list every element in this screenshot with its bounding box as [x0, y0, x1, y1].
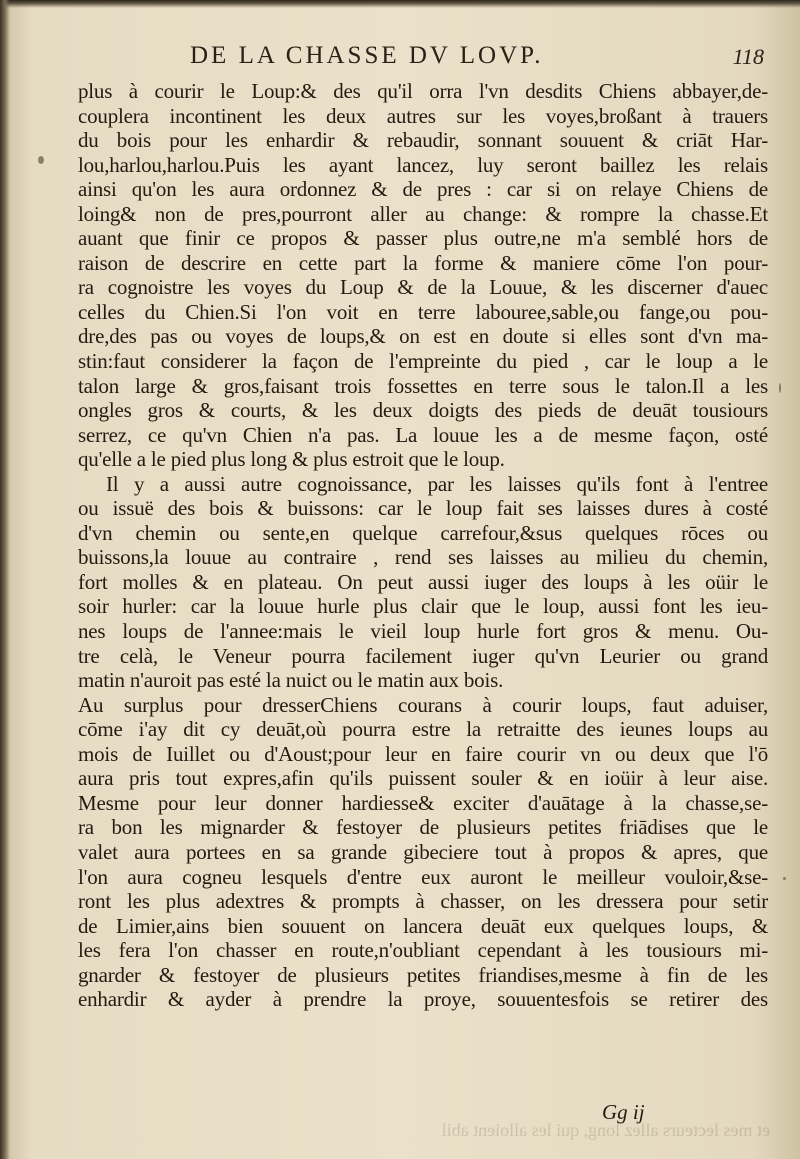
running-head: [0, 38, 800, 78]
text-line: ra cognoistre les voyes du Loup & de la Louue, & les discerner d'auec: [78, 275, 768, 300]
ink-spot: [38, 156, 44, 164]
text-line: lou,harlou,harlou.Puis les ayant lancez, luy seront baillez les relais: [78, 152, 768, 177]
text-line: auant que finir ce propos & passer plus outre,ne m'a semblé hors de: [78, 226, 768, 251]
running-title: DE LA CHASSE DV LOVP.: [190, 42, 544, 69]
text-line: du bois pour les enhardir & rebaudir, sonnant souuent & criāt Har-: [78, 128, 768, 153]
text-line: ongles gros & courts, & les deux doigts des pieds de deuāt tousiours: [78, 398, 768, 423]
body-text: [78, 79, 768, 1012]
ink-spot: [779, 383, 781, 393]
text-line: ou issuë des bois & buissons: car le loup fait ses laisses dures à costé: [78, 496, 768, 521]
text-line: raison de descrire en cette part la forme & maniere cōme l'on pour-: [78, 250, 768, 275]
text-line: cōme i'ay dit cy deuāt,où pourra estre la retraitte des ieunes loups au: [78, 717, 768, 742]
bleed-through-text: et mes lecteurs allez long, qui les alloient abil: [441, 1120, 770, 1140]
paragraph-end-line: qu'elle a le pied plus long & plus estroit que le loup.: [78, 447, 505, 472]
page-number: 118: [732, 44, 764, 69]
text-line: mois de Iuillet ou d'Aoust;pour leur en faire courir vn ou deux que l'ō: [78, 741, 768, 766]
text-line: ront les plus adextres & prompts à chasser, on les dressera pour setir: [78, 889, 768, 914]
text-line: tre celà, le Veneur pourra facilement iuger qu'vn Leurier ou grand: [78, 643, 768, 668]
text-line: d'vn chemin ou sente,en quelque carrefour,&sus quelques rōces ou: [78, 520, 768, 545]
text-line: Mesme pour leur donner hardiesse& exciter d'auātage à la chasse,se-: [78, 790, 768, 815]
text-line: valet aura portees en sa grande gibeciere tout à propos & apres, que: [78, 839, 768, 864]
text-line: de Limier,ains bien souuent on lancera deuāt eux quelques loups, &: [78, 913, 768, 938]
text-line: enhardir & ayder à prendre la proye, souuentesfois se retirer des: [78, 987, 768, 1012]
text-line: dre,des pas ou voyes de loups,& on est en doute si elles sont d'vn ma-: [78, 324, 768, 349]
text-line: soir hurler: car la louue hurle plus clair que le loup, aussi font les ieu-: [78, 594, 768, 619]
text-line: l'on aura cogneu lesquels d'entre eux auront le meilleur vouloir,&se-: [78, 864, 768, 889]
text-line: ra bon les mignarder & festoyer de plusieurs petites friādises que le: [78, 815, 768, 840]
text-line: buissons,la louue au contraire , rend ses laisses au milieu du chemin,: [78, 545, 768, 570]
text-line: serrez, ce qu'vn Chien n'a pas. La louue les a de mesme façon, osté: [78, 422, 768, 447]
paragraph-start-line: Au surplus pour dresserChiens courans à courir loups, faut aduiser,: [78, 692, 768, 717]
text-line: les fera l'on chasser en route,n'oubliant cependant à les tousiours mi-: [78, 938, 768, 963]
paragraph-end-line: matin n'auroit pas esté la nuict ou le matin aux bois.: [78, 668, 504, 693]
page-left-edge: [0, 0, 10, 1159]
text-line: celles du Chien.Si l'on voit en terre labouree,sable,ou fange,ou pou-: [78, 299, 768, 324]
text-line: stin:faut considerer la façon de l'empreinte du pied , car le loup a le: [78, 349, 768, 374]
text-line: plus à courir le Loup:& des qu'il orra l'vn desdits Chiens abbayer,de-: [78, 79, 768, 103]
text-line: talon large & gros,faisant trois fossettes en terre sous le talon.Il a les: [78, 373, 768, 398]
text-line: loing& non de pres,pourront aller au change: & rompre la chasse.Et: [78, 201, 768, 226]
text-line: gnarder & festoyer de plusieurs petites friandises,mesme à fin de les: [78, 962, 768, 987]
text-line: aura pris tout expres,afin qu'ils puissent souler & en ioüir à leur aise.: [78, 766, 768, 791]
text-line: ainsi qu'on les aura ordonnez & de pres : car si on relaye Chiens de: [78, 177, 768, 202]
page-top-edge: [0, 0, 800, 8]
ink-spot: [783, 877, 786, 880]
text-line: couplera incontinent les deux autres sur les voyes,broßant à trauers: [78, 103, 768, 128]
text-line: fort molles & en plateau. On peut aussi iuger des loups à les oüir le: [78, 569, 768, 594]
paragraph-start-line: Il y a aussi autre cognoissance, par les laisses qu'ils font à l'entree: [106, 471, 768, 496]
text-line: nes loups de l'annee:mais le vieil loup hurle fort gros & menu. Ou-: [78, 619, 768, 644]
signature-mark: Gg ij: [602, 1100, 645, 1124]
